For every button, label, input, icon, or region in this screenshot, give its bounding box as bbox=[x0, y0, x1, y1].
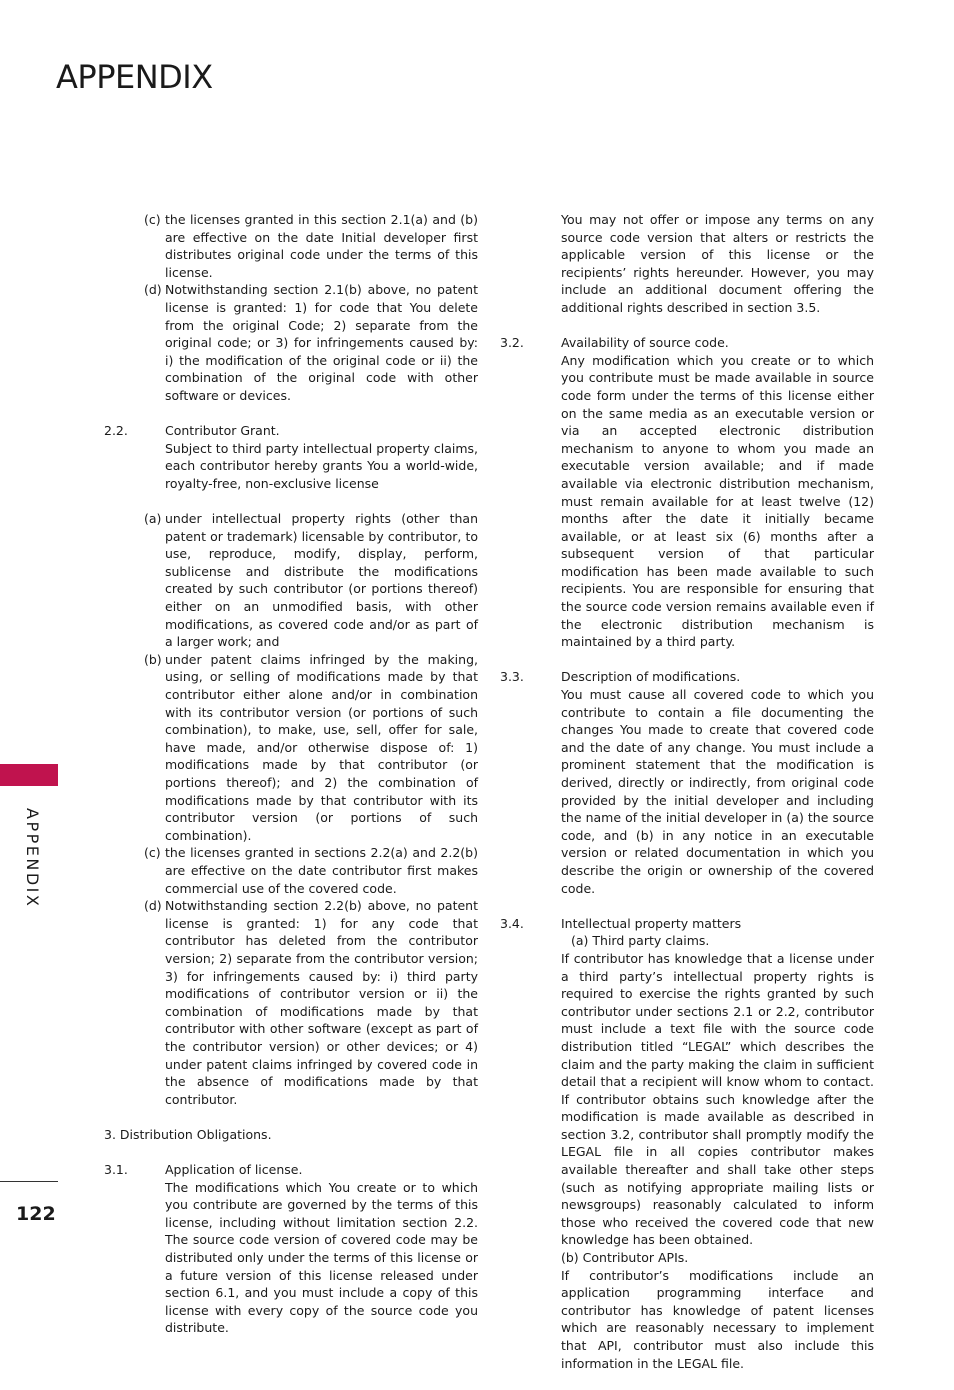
footer-divider bbox=[0, 1181, 58, 1182]
clause-label: (d) bbox=[144, 282, 162, 298]
section-3-4 bbox=[500, 915, 874, 1372]
clause-label: (c) bbox=[144, 212, 161, 227]
section-3-1-continued bbox=[500, 211, 874, 317]
section-heading: Description of modifications. bbox=[561, 669, 741, 685]
clause-text: the licenses granted in sections 2.2(a) and 2.2(b) are effective on the date contributor first makes commercial use of the covered code. bbox=[165, 845, 478, 896]
clause-text: Notwithstanding section 2.1(b) above, no patent license is granted: 1) for code that You delete from the original Code; 2) separate from the original code; or 3) for infringements caused by: i) the modification of the original code or ii) the combination of the original code with other software or devices. bbox=[165, 282, 478, 403]
section-2-2 bbox=[104, 422, 478, 492]
section-text: Subject to third party intellectual property claims, each contributor hereby grants You a world-wide, royalty-free, non-exclusive license bbox=[165, 440, 478, 491]
section-number: 3.1. bbox=[104, 1162, 128, 1178]
sidebar-label-text: APPENDIX bbox=[23, 808, 42, 909]
section-text: If contributor has knowledge that a license under a third party’s intellectual property rights is required to exercise the rights granted by such contributor under sections 2.1 or 2.2, contributor must include a text file with the source code distribution titled “LEGAL” which describes the claim and the party making the claim in sufficient detail that a recipient will know whom to contact. If contributor obtains such knowledge after the modification is made available as described in section 3.2, contributor shall promptly modify the LEGAL file in all copies contributor makes available thereafter and shall take other steps (such as notifying appropriate mailing lists or newsgroups) reasonably calculated to inform those who received the covered code that new knowledge has been obtained. bbox=[561, 950, 874, 1248]
section-number: 3.2. bbox=[500, 335, 524, 351]
section-number: 3.4. bbox=[500, 915, 524, 931]
page-title: APPENDIX bbox=[56, 58, 213, 96]
clause-22d bbox=[104, 897, 478, 1108]
section-number: 3.3. bbox=[500, 669, 524, 685]
left-column bbox=[104, 211, 478, 1355]
section-3-heading: 3. Distribution Obligations. bbox=[104, 1126, 272, 1142]
section-3-2 bbox=[500, 334, 874, 651]
clause-22a bbox=[104, 510, 478, 651]
clause-21d bbox=[104, 281, 478, 404]
clause-22c bbox=[104, 844, 478, 897]
right-column bbox=[500, 211, 874, 1390]
clause-text: under patent claims infringed by the making, using, or selling of modifications made by that contributor either alone and/or in combination with its contributor version (or portions of such combination), to make, use, sell, offer for sale, have made, and/or otherwise dispose of: 1) modifications made by that contributor (or portions thereof); and 2) the combination of modifications made by that contributor with its contributor version (or portions of such combination). bbox=[165, 651, 478, 843]
clause-label: (a) bbox=[144, 511, 162, 527]
clause-label: (c) bbox=[144, 845, 161, 861]
section-text: You may not offer or impose any terms on any source code version that alters or restricts the applicable version of this license or the recipients’ rights hereunder. However, you may include an additional document offering the additional rights described in section 3.5. bbox=[561, 212, 874, 315]
section-text: If contributor’s modifications include an application programming interface and contributor has knowledge of patent licenses which are reasonably necessary to implement that API, contributor must also include this information in the LEGAL file. bbox=[561, 1267, 874, 1371]
page-number: 122 bbox=[16, 1203, 56, 1225]
section-heading: Intellectual property matters bbox=[561, 915, 742, 931]
subsection-heading: (a) Third party claims. bbox=[571, 933, 710, 949]
section-heading: Availability of source code. bbox=[561, 335, 729, 351]
section-text: You must cause all covered code to which you contribute to contain a file documenting the changes You made to create that covered code and the date of any change. You must include a prominent statement that the modification is derived, directly or indirectly, from original code provided by the initial developer and including the name of the initial developer in (a) the source code, and (b) in any notice in an executable version or related documentation in which you describe the origin or ownership of the covered code. bbox=[561, 687, 874, 896]
section-heading: Application of license. bbox=[165, 1162, 303, 1178]
subsection-heading: (b) Contributor APIs. bbox=[561, 1250, 689, 1266]
clause-text: Notwithstanding section 2.2(b) above, no patent license is granted: 1) for any code that contributor has deleted from the contributor version; 2) separate from the contributor version; 3) for infringements caused by: i) third party modifications of contributor version or ii) the combination of modifications made by that contributor with other software (except as part of the contributor version) or other devices; or 4) under patent claims infringed by covered code in the absence of modifications made by that contributor. bbox=[165, 898, 478, 1107]
clause-label: (d) bbox=[144, 898, 162, 914]
sidebar-section-label bbox=[22, 808, 42, 909]
clause-22b bbox=[104, 651, 478, 845]
section-text: Any modification which you create or to which you contribute must be made available in source code form under the terms of this license either on the same media as an executable version or via an accepted electronic distribution mechanism to anyone to whom you made an executable version available; and if made available via electronic distribution mechanism, must remain available for at least twelve (12) months after the date it initially became available, or at least six (6) months after a subsequent version of that particular modification has been made available to such recipients. You are responsible for ensuring that the source code version remains available even if the electronic distribution mechanism is maintained by a third party. bbox=[561, 352, 874, 650]
clause-21c bbox=[104, 211, 478, 281]
clause-text: under intellectual property rights (other than patent or trademark) licensable by contributor, to use, reproduce, modify, display, perform, sublicense and distribute the modifications created by such contributor (or portions thereof) either on an unmodified basis, with other modifications, as covered code and/or as part of a larger work; and bbox=[165, 511, 478, 650]
section-text: The modifications which You create or to which you contribute are governed by the terms of this license, including without limitation section 2.2. The source code version of covered code may be distributed only under the terms of this license or a future version of this license released under section 6.1, and you must include a copy of this license with every copy of the source code you distribute. bbox=[165, 1179, 478, 1336]
section-tab-marker bbox=[0, 764, 58, 786]
section-number: 2.2. bbox=[104, 423, 128, 439]
clause-text: the licenses granted in this section 2.1(a) and (b) are effective on the date Initial developer first distributes original code under the terms of this license. bbox=[165, 212, 478, 280]
section-3-1 bbox=[104, 1161, 478, 1337]
section-3-3 bbox=[500, 668, 874, 897]
section-heading: Contributor Grant. bbox=[165, 423, 280, 439]
clause-label: (b) bbox=[144, 651, 162, 667]
